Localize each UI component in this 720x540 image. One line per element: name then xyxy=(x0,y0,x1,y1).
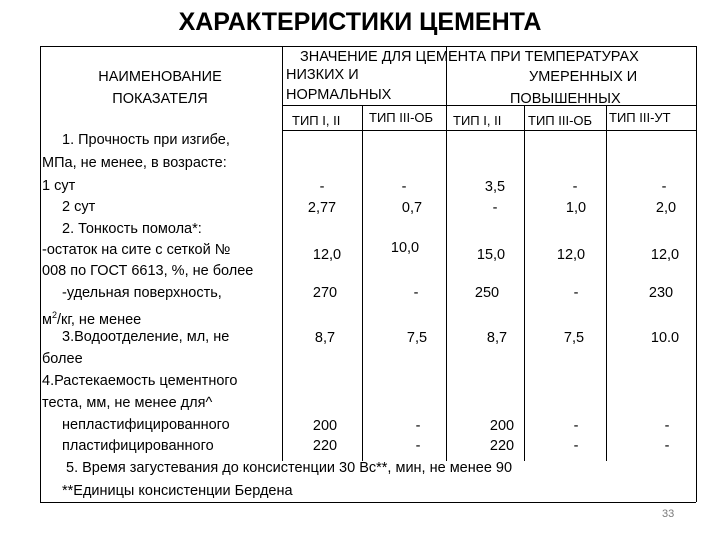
row-label-residue-line2: 008 по ГОСТ 6613, %, не более xyxy=(42,263,254,279)
row-label-surface-line2: $м^2/кг$, не менее xyxy=(42,310,142,328)
page-number: 33 xyxy=(662,508,675,520)
value-header: ЗНАЧЕНИЕ ДЛЯ ЦЕМЕНТА ПРИ ТЕМПЕРАТУРАХ xyxy=(300,49,639,65)
low-normal-header-line1: НИЗКИХ И xyxy=(286,67,359,83)
row-label-water-line2: более xyxy=(42,351,83,367)
row-label-strength-line1: 1. Прочность при изгибе, xyxy=(62,132,230,148)
cell-plast-5: - xyxy=(664,438,670,454)
row-label-spread-line2: теста, мм, не менее для^ xyxy=(42,395,213,411)
moderate-high-header-line2: ПОВЫШЕННЫХ xyxy=(510,91,621,107)
cell-nonplast-1: 200 xyxy=(312,418,338,434)
cell-nonplast-2: - xyxy=(415,418,421,434)
footnote: **Единицы консистенции Бердена xyxy=(62,483,293,499)
cell-surface-1: 270 xyxy=(312,285,338,301)
cell-day1-3: 3,5 xyxy=(484,179,506,195)
row-label-day1: 1 сут xyxy=(42,178,76,194)
cell-day1-4: - xyxy=(572,179,578,195)
cell-surface-2: - xyxy=(413,285,419,301)
cell-residue-3: 15,0 xyxy=(476,247,506,263)
row-label-spread-line1: 4.Растекаемость цементного xyxy=(42,373,238,389)
cell-water-5: 10.0 xyxy=(650,330,680,346)
cell-day2-1: 2,77 xyxy=(307,200,337,216)
cell-day2-4: 1,0 xyxy=(565,200,587,216)
name-column-header-line1: НАИМЕНОВАНИЕ xyxy=(98,69,222,85)
cell-day1-2: - xyxy=(401,179,407,195)
row-label-strength-line2: МПа, не менее, в возрасте: xyxy=(42,155,227,171)
cell-day1-1: - xyxy=(319,179,325,195)
cell-residue-2: 10,0 xyxy=(390,240,420,256)
cell-nonplast-4: - xyxy=(573,418,579,434)
name-column-header-line2: ПОКАЗАТЕЛЯ xyxy=(112,91,208,107)
cell-residue-1: 12,0 xyxy=(312,247,342,263)
row-label-residue-line1: -остаток на сите с сеткой № xyxy=(42,242,231,258)
type-header-3: ТИП I, II xyxy=(453,113,502,128)
cell-surface-5: 230 xyxy=(648,285,674,301)
type-header-4: ТИП III-ОБ xyxy=(528,113,593,128)
cell-day2-5: 2,0 xyxy=(655,200,677,216)
cell-water-4: 7,5 xyxy=(563,330,585,346)
row-label-nonplast: непластифицированного xyxy=(62,417,230,433)
row-label-fineness: 2. Тонкость помола*: xyxy=(62,221,202,237)
row-label-surface-line1: -удельная поверхность, xyxy=(62,285,222,301)
cell-nonplast-5: - xyxy=(664,418,670,434)
cell-water-3: 8,7 xyxy=(486,330,508,346)
moderate-high-header-line1: УМЕРЕННЫХ И xyxy=(529,69,638,85)
cell-water-1: 8,7 xyxy=(314,330,336,346)
cell-residue-4: 12,0 xyxy=(556,247,586,263)
type-header-1: ТИП I, II xyxy=(292,113,341,128)
cell-day1-5: - xyxy=(661,179,667,195)
cell-plast-4: - xyxy=(573,438,579,454)
type-header-5: ТИП III-УТ xyxy=(609,110,671,125)
cell-nonplast-3: 200 xyxy=(489,418,515,434)
cell-plast-1: 220 xyxy=(312,438,338,454)
row-label-water-line1: 3.Водоотделение, мл, не xyxy=(62,329,230,345)
cell-residue-5: 12,0 xyxy=(650,247,680,263)
low-normal-header-line2: НОРМАЛЬНЫХ xyxy=(286,87,392,103)
row-label-day2: 2 сут xyxy=(62,199,96,215)
type-header-2: ТИП III-ОБ xyxy=(369,110,434,125)
cell-day2-2: 0,7 xyxy=(401,200,423,216)
cell-day2-3: - xyxy=(492,200,498,216)
cell-plast-3: 220 xyxy=(489,438,515,454)
cell-plast-2: - xyxy=(415,438,421,454)
cell-surface-4: - xyxy=(573,285,579,301)
page-title: ХАРАКТЕРИСТИКИ ЦЕМЕНТА xyxy=(178,8,542,36)
row-label-plast: пластифицированного xyxy=(62,438,214,454)
cell-surface-3: 250 xyxy=(474,285,500,301)
cell-water-2: 7,5 xyxy=(406,330,428,346)
thickening-time-row: 5. Время загустевания до консистенции 30 Вс**, мин, не менее 90 xyxy=(66,460,513,476)
